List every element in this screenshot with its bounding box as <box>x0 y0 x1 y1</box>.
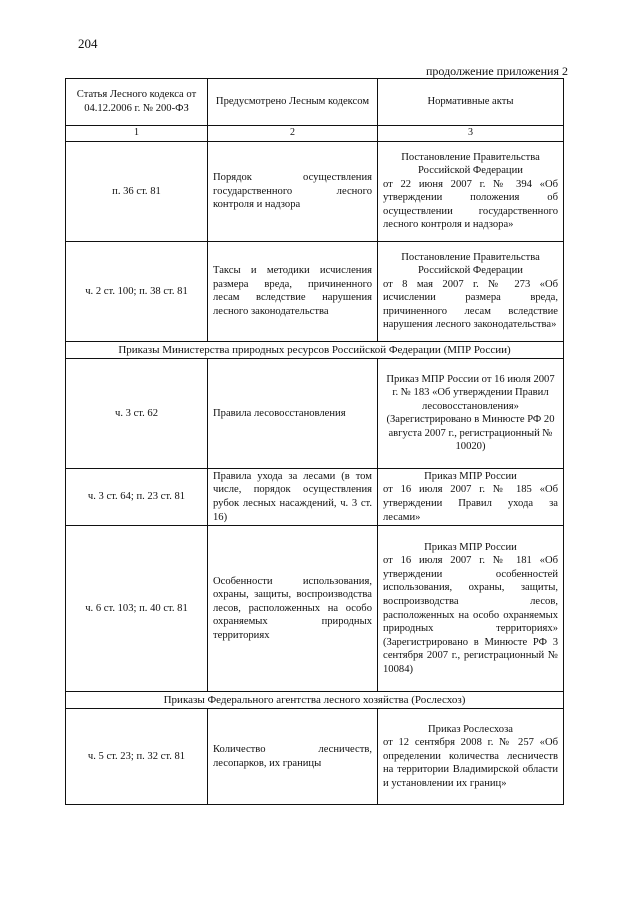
act-cell <box>378 468 564 525</box>
table-row <box>66 526 564 692</box>
column-number-row <box>66 126 564 142</box>
act-title: Приказ МПР России <box>424 470 517 482</box>
column-number: 1 <box>66 126 208 142</box>
column-number: 2 <box>208 126 378 142</box>
table-header-row <box>66 79 564 126</box>
article-cell: ч. 5 ст. 23; п. 32 ст. 81 <box>66 709 208 805</box>
section-row <box>66 341 564 358</box>
act-title: Приказ Рослесхоза <box>428 723 513 735</box>
act-body: от 12 сентября 2008 г. № 257 «Об определении количества лесничеств на территории Владимирской области и установлении их границ» <box>383 737 558 789</box>
act-title: Постановление Правительства Российской Федерации <box>401 151 540 177</box>
act-title: Постановление Правительства Российской Федерации <box>401 251 540 277</box>
table-row <box>66 141 564 241</box>
act-cell <box>378 358 564 468</box>
provision-cell: Порядок осуществления государственного лесного контроля и надзора <box>208 141 378 241</box>
act-cell <box>378 241 564 341</box>
table-row <box>66 358 564 468</box>
provision-cell: Правила лесовосстановления <box>208 358 378 468</box>
act-cell <box>378 141 564 241</box>
article-cell: ч. 2 ст. 100; п. 38 ст. 81 <box>66 241 208 341</box>
act-body: от 22 июня 2007 г. № 394 «Об утверждении положения об осуществлении государственного лесного контроля и надзора» <box>383 178 558 231</box>
provision-cell: Особенности использования, охраны, защиты, воспроизводства лесов, расположенных на особо охраняемых природных территориях <box>208 526 378 692</box>
section-heading-rosleshoz: Приказы Федерального агентства лесного хозяйства (Рослесхоз) <box>66 692 564 709</box>
article-cell: ч. 3 ст. 62 <box>66 358 208 468</box>
header-acts: Нормативные акты <box>378 79 564 126</box>
provision-cell: Таксы и методики исчисления размера вреда, причиненного лесам вследствие нарушения лесного законодательства <box>208 241 378 341</box>
article-cell: ч. 3 ст. 64; п. 23 ст. 81 <box>66 468 208 525</box>
provision-cell: Количество лесничеств, лесопарков, их границы <box>208 709 378 805</box>
page-number: 204 <box>78 36 98 51</box>
table-row <box>66 468 564 525</box>
article-cell: п. 36 ст. 81 <box>66 141 208 241</box>
article-cell: ч. 6 ст. 103; п. 40 ст. 81 <box>66 526 208 692</box>
column-number: 3 <box>378 126 564 142</box>
provision-cell: Правила ухода за лесами (в том числе, порядок осуществления рубок лесных насаждений, ч. 3 ст. 16) <box>208 468 378 525</box>
act-body: от 8 мая 2007 г. № 273 «Об исчислении размера вреда, причиненного лесам вследствие нарушения лесного законодательства» <box>383 278 558 331</box>
act-cell <box>378 709 564 805</box>
normative-acts-table <box>65 78 564 805</box>
act-body: от 16 июля 2007 г. № 181 «Об утверждении особенностей использования, охраны, защиты, воспроизводства лесов, расположенных на особо охраняемых природных территориях» (Зарегистрировано в Минюсте РФ 3 сентября 2007 г., регистрационный № 10084) <box>383 555 558 675</box>
act-title: Приказ МПР России от 16 июля 2007 г. № 183 «Об утверждении Правил лесовосстановления» (Зарегистрировано в Минюсте РФ 20 августа 2007 г., регистрационный № 10020) <box>386 373 555 453</box>
act-title: Приказ МПР России <box>424 541 517 553</box>
continuation-label: продолжение приложения 2 <box>426 64 568 78</box>
table-row <box>66 709 564 805</box>
act-body: от 16 июля 2007 г. № 185 «Об утверждении Правил ухода за лесами» <box>383 484 558 523</box>
section-row <box>66 692 564 709</box>
table-row <box>66 241 564 341</box>
header-article: Статья Лесного кодекса от 04.12.2006 г. № 200-ФЗ <box>66 79 208 126</box>
act-cell <box>378 526 564 692</box>
section-heading-mpr: Приказы Министерства природных ресурсов Российской Федерации (МПР России) <box>66 341 564 358</box>
header-provision: Предусмотрено Лесным кодексом <box>208 79 378 126</box>
